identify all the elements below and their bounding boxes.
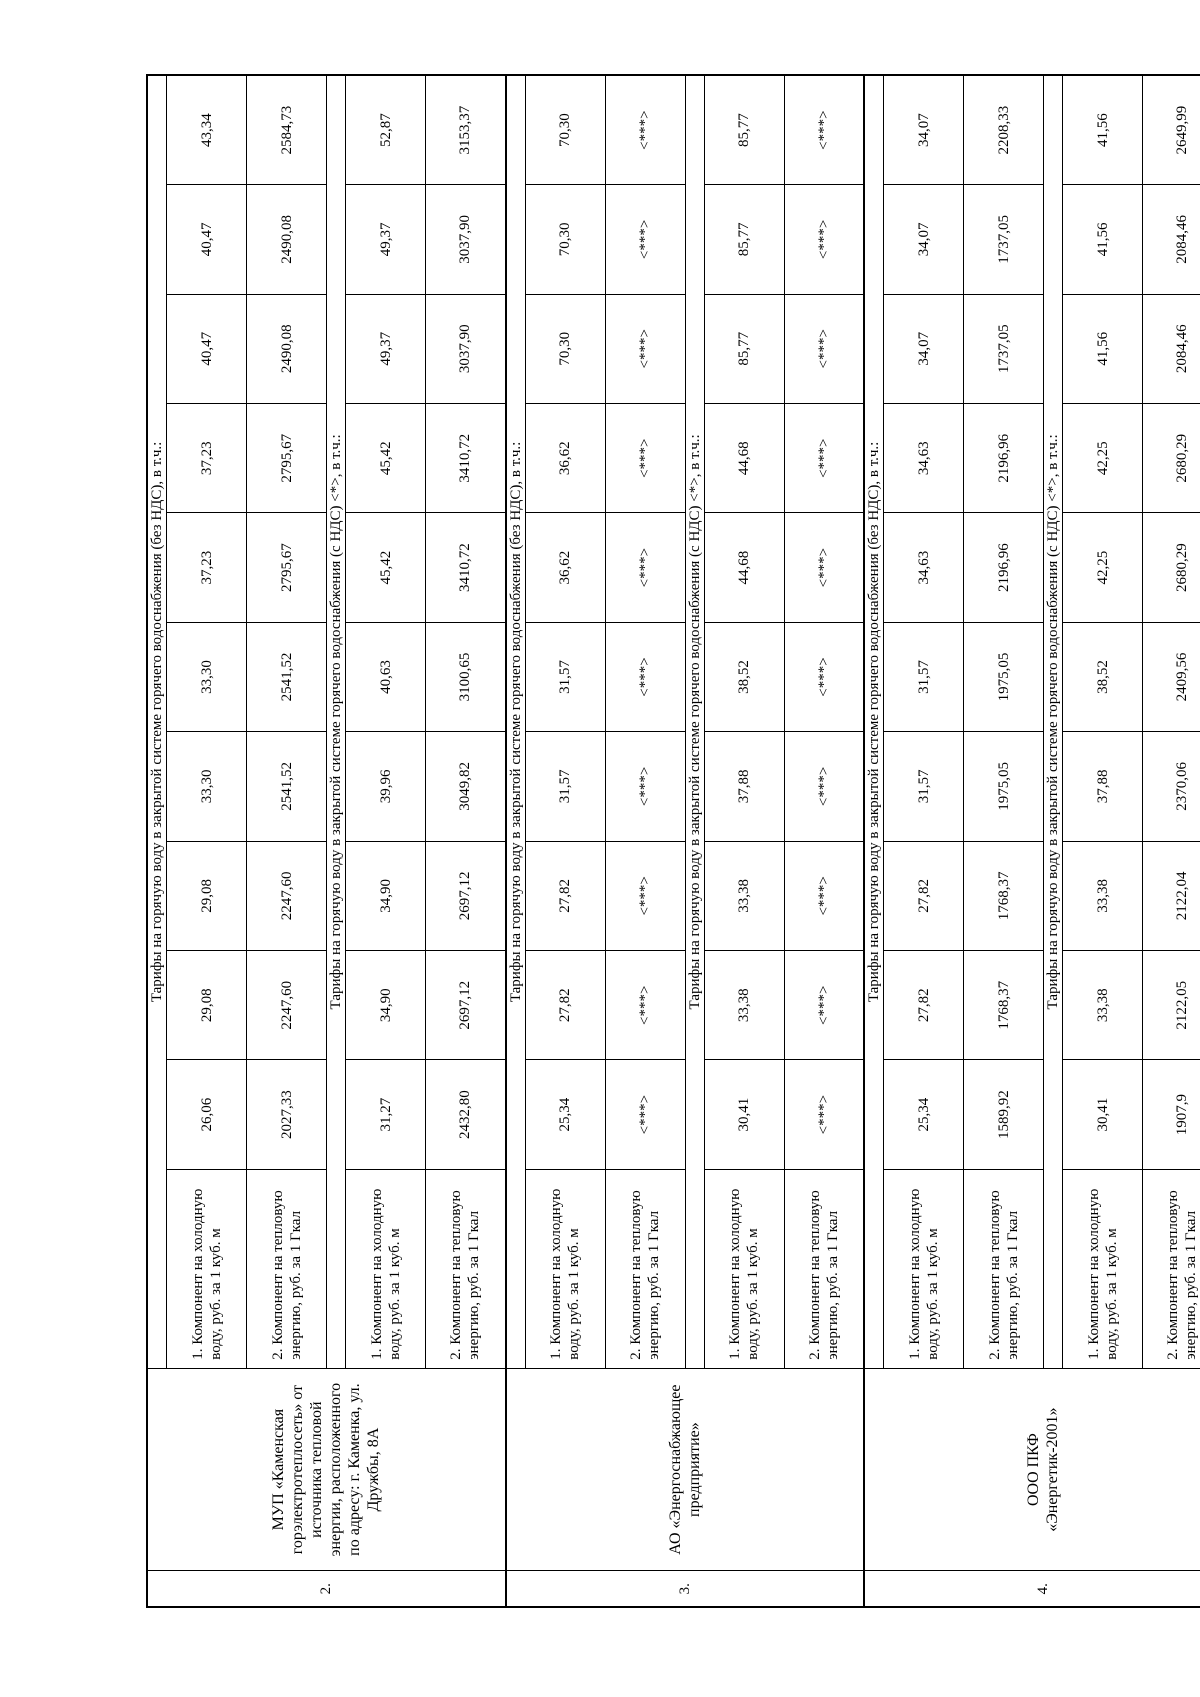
tariff-value: <***> xyxy=(605,622,685,731)
tariff-value: 42,25 xyxy=(1063,513,1143,622)
tariff-value: 2084,46 xyxy=(1143,294,1200,403)
tariff-value: <***> xyxy=(784,732,864,841)
component-cold-water-label: 1. Компонент на холодную воду, руб. за 1 куб. м xyxy=(884,1169,964,1368)
tariff-value: 34,63 xyxy=(884,513,964,622)
tariff-value: 34,90 xyxy=(346,951,426,1060)
tariff-value: 1737,05 xyxy=(964,294,1044,403)
tariff-value: <***> xyxy=(784,841,864,950)
tariff-value: 33,30 xyxy=(167,622,247,731)
tariff-value: 2541,52 xyxy=(247,622,327,731)
component-heat-energy-label: 2. Компонент на тепловую энергию, руб. за 1 Гкал xyxy=(247,1169,327,1368)
tariff-value: 27,82 xyxy=(525,841,605,950)
tariff-value: <***> xyxy=(605,185,685,294)
tariff-value: <***> xyxy=(784,75,864,185)
tariff-value: 40,47 xyxy=(167,294,247,403)
tariff-value: <***> xyxy=(605,1060,685,1169)
tariff-value: 33,38 xyxy=(1063,841,1143,950)
section-header-row xyxy=(506,75,526,1607)
component-heat-energy-label: 2. Компонент на тепловую энергию, руб. за 1 Гкал xyxy=(964,1169,1044,1368)
tariff-value: <***> xyxy=(784,951,864,1060)
tariff-value: 85,77 xyxy=(704,75,784,185)
tariff-value: 31,27 xyxy=(346,1060,426,1169)
section-header: Тарифы на горячую воду в закрытой системе горячего водоснабжения (без НДС), в т.ч.: xyxy=(506,75,526,1368)
tariff-value: <***> xyxy=(784,622,864,731)
tariff-value: 2649,99 xyxy=(1143,75,1200,185)
tariff-value: 34,63 xyxy=(884,404,964,513)
section-header-row xyxy=(147,75,167,1607)
tariff-value: 2027,33 xyxy=(247,1060,327,1169)
component-cold-water-label: 1. Компонент на холодную воду, руб. за 1 куб. м xyxy=(525,1169,605,1368)
tariff-value: 33,38 xyxy=(704,841,784,950)
tariff-value: 27,82 xyxy=(525,951,605,1060)
org-number: 4. xyxy=(864,1571,1200,1607)
tariff-value: 70,30 xyxy=(525,185,605,294)
tariff-value: 2490,08 xyxy=(247,185,327,294)
tariff-value: <***> xyxy=(605,404,685,513)
tariff-value: 2409,56 xyxy=(1143,622,1200,731)
tariff-value: <***> xyxy=(784,404,864,513)
tariff-value: <***> xyxy=(605,513,685,622)
tariff-value: 34,90 xyxy=(346,841,426,950)
tariff-value: 27,82 xyxy=(884,951,964,1060)
tariff-value: 25,34 xyxy=(884,1060,964,1169)
tariff-value: 43,34 xyxy=(167,75,247,185)
tariff-value: 70,30 xyxy=(525,75,605,185)
tariff-value: 36,62 xyxy=(525,404,605,513)
tariff-table xyxy=(146,74,1200,1608)
tariff-value: 1975,05 xyxy=(964,732,1044,841)
tariff-value: 49,37 xyxy=(346,294,426,403)
component-cold-water-label: 1. Компонент на холодную воду, руб. за 1 куб. м xyxy=(704,1169,784,1368)
tariff-value: 2680,29 xyxy=(1143,513,1200,622)
tariff-value: 2196,96 xyxy=(964,513,1044,622)
tariff-value: 49,37 xyxy=(346,185,426,294)
tariff-value: 38,52 xyxy=(704,622,784,731)
tariff-value: 2697,12 xyxy=(426,951,506,1060)
tariff-value: 36,62 xyxy=(525,513,605,622)
tariff-value: 31,57 xyxy=(525,622,605,731)
tariff-value: 2084,46 xyxy=(1143,185,1200,294)
tariff-value: 45,42 xyxy=(346,404,426,513)
rotated-table-wrapper xyxy=(146,74,1200,1608)
component-cold-water-label: 1. Компонент на холодную воду, руб. за 1 куб. м xyxy=(167,1169,247,1368)
tariff-value: <***> xyxy=(605,75,685,185)
tariff-value: 2584,73 xyxy=(247,75,327,185)
tariff-value: 2247,60 xyxy=(247,951,327,1060)
tariff-value: 42,25 xyxy=(1063,404,1143,513)
component-heat-energy-label: 2. Компонент на тепловую энергию, руб. за 1 Гкал xyxy=(784,1169,864,1368)
org-name: МУП «Каменская горэлектротеплосеть» от источника тепловой энергии, расположенного по адресу: г. Каменка, ул. Дружбы, 8А xyxy=(147,1368,506,1571)
tariff-value: 34,07 xyxy=(884,294,964,403)
component-cold-water-label: 1. Компонент на холодную воду, руб. за 1 куб. м xyxy=(346,1169,426,1368)
tariff-value: 37,23 xyxy=(167,513,247,622)
tariff-value: 2122,05 xyxy=(1143,951,1200,1060)
tariff-value: <***> xyxy=(784,513,864,622)
tariff-value: 3410,72 xyxy=(426,404,506,513)
tariff-value: 31,57 xyxy=(884,732,964,841)
org-number: 2. xyxy=(147,1571,506,1607)
tariff-value: 2196,96 xyxy=(964,404,1044,513)
tariff-value: 29,08 xyxy=(167,951,247,1060)
tariff-value: 3100,65 xyxy=(426,622,506,731)
tariff-value: 34,07 xyxy=(884,75,964,185)
tariff-value: <***> xyxy=(605,294,685,403)
tariff-value: 37,88 xyxy=(704,732,784,841)
tariff-value: 26,06 xyxy=(167,1060,247,1169)
section-header: Тарифы на горячую воду в закрытой системе горячего водоснабжения (с НДС) <*>, в т.ч.: xyxy=(327,75,346,1368)
tariff-value: 85,77 xyxy=(704,185,784,294)
component-heat-energy-label: 2. Компонент на тепловую энергию, руб. за 1 Гкал xyxy=(1143,1169,1200,1368)
tariff-value: 70,30 xyxy=(525,294,605,403)
tariff-value: 2795,67 xyxy=(247,404,327,513)
tariff-value: 40,63 xyxy=(346,622,426,731)
tariff-value: 41,56 xyxy=(1063,75,1143,185)
tariff-value: 1737,05 xyxy=(964,185,1044,294)
tariff-value: 33,38 xyxy=(1063,951,1143,1060)
org-number: 3. xyxy=(506,1571,865,1607)
tariff-value: 2680,29 xyxy=(1143,404,1200,513)
component-cold-water-label: 1. Компонент на холодную воду, руб. за 1 куб. м xyxy=(1063,1169,1143,1368)
tariff-value: 41,56 xyxy=(1063,294,1143,403)
tariff-value: <***> xyxy=(784,185,864,294)
tariff-value: 40,47 xyxy=(167,185,247,294)
tariff-value: 1907,9 xyxy=(1143,1060,1200,1169)
tariff-value: 29,08 xyxy=(167,841,247,950)
tariff-value: 45,42 xyxy=(346,513,426,622)
tariff-value: 3049,82 xyxy=(426,732,506,841)
tariff-value: <***> xyxy=(605,732,685,841)
tariff-value: 30,41 xyxy=(1063,1060,1143,1169)
section-header: Тарифы на горячую воду в закрытой системе горячего водоснабжения (с НДС) <*>, в т.ч.: xyxy=(685,75,704,1368)
tariff-value: 2370,06 xyxy=(1143,732,1200,841)
tariff-value: 39,96 xyxy=(346,732,426,841)
tariff-value: 44,68 xyxy=(704,404,784,513)
tariff-value: 38,52 xyxy=(1063,622,1143,731)
tariff-value: <***> xyxy=(605,841,685,950)
section-header: Тарифы на горячую воду в закрытой системе горячего водоснабжения (без НДС), в т.ч.: xyxy=(864,75,884,1368)
tariff-value: 37,88 xyxy=(1063,732,1143,841)
tariff-value: 2795,67 xyxy=(247,513,327,622)
component-heat-energy-label: 2. Компонент на тепловую энергию, руб. за 1 Гкал xyxy=(426,1169,506,1368)
tariff-value: 25,34 xyxy=(525,1060,605,1169)
tariff-value: 2208,33 xyxy=(964,75,1044,185)
tariff-value: 34,07 xyxy=(884,185,964,294)
tariff-value: 1589,92 xyxy=(964,1060,1044,1169)
tariff-value: 33,30 xyxy=(167,732,247,841)
tariff-value: 52,87 xyxy=(346,75,426,185)
tariff-value: <***> xyxy=(784,294,864,403)
tariff-value: 37,23 xyxy=(167,404,247,513)
tariff-value: 33,38 xyxy=(704,951,784,1060)
tariff-value: <***> xyxy=(605,951,685,1060)
section-header-row xyxy=(864,75,884,1607)
tariff-value: 1975,05 xyxy=(964,622,1044,731)
tariff-value: 2490,08 xyxy=(247,294,327,403)
section-header: Тарифы на горячую воду в закрытой системе горячего водоснабжения (с НДС) <*>, в т.ч.: xyxy=(1044,75,1063,1368)
component-heat-energy-label: 2. Компонент на тепловую энергию, руб. за 1 Гкал xyxy=(605,1169,685,1368)
tariff-value: 2541,52 xyxy=(247,732,327,841)
tariff-value: 2432,80 xyxy=(426,1060,506,1169)
tariff-value: 3153,37 xyxy=(426,75,506,185)
tariff-value: 2247,60 xyxy=(247,841,327,950)
tariff-value: 1768,37 xyxy=(964,841,1044,950)
tariff-value: 3410,72 xyxy=(426,513,506,622)
tariff-value: 2697,12 xyxy=(426,841,506,950)
tariff-value: 30,41 xyxy=(704,1060,784,1169)
org-name: АО «Энергоснабжающее предприятие» xyxy=(506,1368,865,1571)
tariff-value: 2122,04 xyxy=(1143,841,1200,950)
tariff-value: 3037,90 xyxy=(426,185,506,294)
org-name: ООО ПКФ «Энергетик-2001» xyxy=(864,1368,1200,1571)
tariff-value: 31,57 xyxy=(525,732,605,841)
tariff-value: 44,68 xyxy=(704,513,784,622)
tariff-value: 3037,90 xyxy=(426,294,506,403)
tariff-value: 1768,37 xyxy=(964,951,1044,1060)
tariff-value: 27,82 xyxy=(884,841,964,950)
tariff-value: 31,57 xyxy=(884,622,964,731)
tariff-value: 85,77 xyxy=(704,294,784,403)
tariff-value: <***> xyxy=(784,1060,864,1169)
section-header: Тарифы на горячую воду в закрытой системе горячего водоснабжения (без НДС), в т.ч.: xyxy=(147,75,167,1368)
tariff-value: 41,56 xyxy=(1063,185,1143,294)
